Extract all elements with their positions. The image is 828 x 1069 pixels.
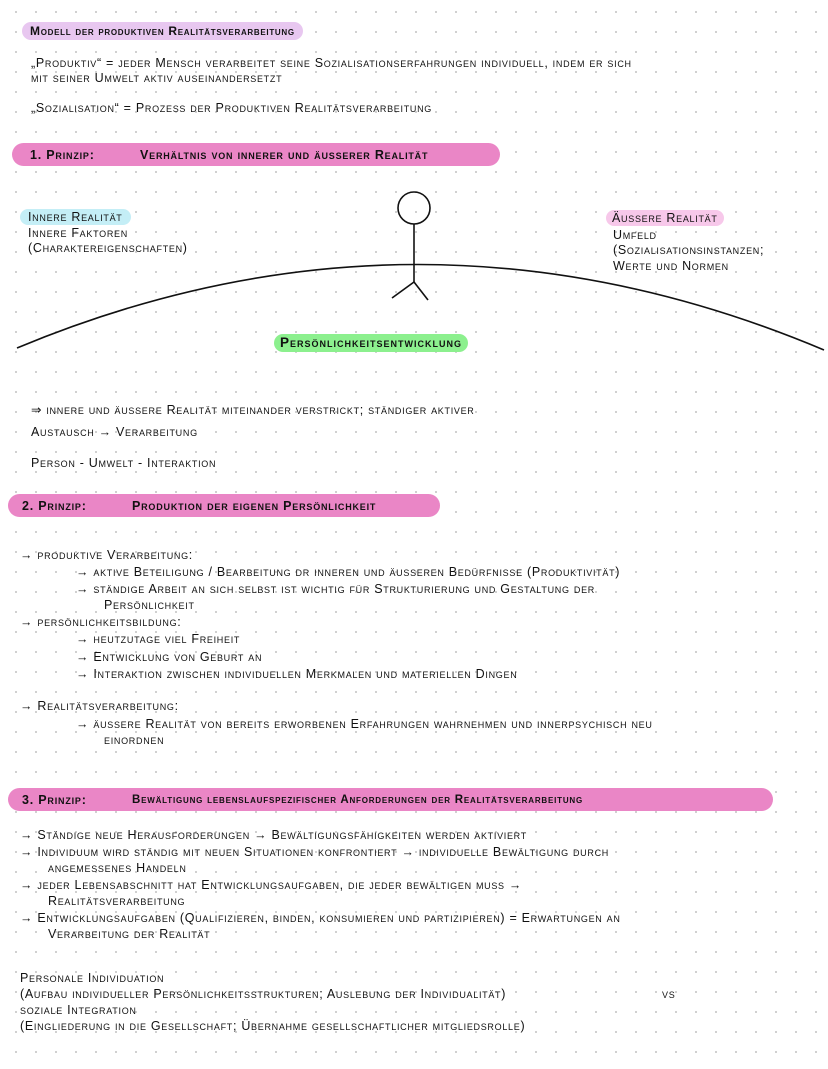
list-item: → produktive Verarbeitung: <box>20 548 193 562</box>
list-item: Realitätsverarbeitung <box>48 894 186 908</box>
prinzip-2-band <box>8 494 440 517</box>
prinzip-2-label: Produktion der eigenen Persönlichkeit <box>132 498 377 513</box>
list-item: → Interaktion zwischen individuellen Merkmalen und materiellen Dingen <box>76 667 518 681</box>
list-item: → ständige Arbeit an sich selbst ist wichtig für Strukturierung und Gestaltung der <box>76 582 595 596</box>
list-item: → Individuum wird ständig mit neuen Situationen konfrontiert → individuelle Bewältigung durch <box>20 845 609 859</box>
footer-eingliederung: (Eingliederung in die Gesellschaft; Übernahme gesellschaftlicher mitgliedsrolle) <box>20 1019 526 1033</box>
sozialisationsinstanzen: (Sozialisationsinstanzen; <box>613 243 765 257</box>
list-item: Persönlichkeit <box>104 598 195 612</box>
werte-und-normen: Werte und Normen <box>613 259 729 273</box>
prinzip-3-label: Bewältigung lebenslaufspezifischer Anforderungen der Realitätsverarbeitung <box>132 793 583 806</box>
aeussere-realitaet-title: Äussere Realität <box>606 210 724 226</box>
charaktereigenschaften: (Charaktereigenschaften) <box>28 241 188 255</box>
innere-realitaet-title: Innere Realität <box>20 209 131 225</box>
footer-vs: vs <box>662 987 676 1001</box>
prinzip-1-summary-line2: Austausch → Verarbeitung <box>31 425 198 439</box>
definition-sozialisation: „Sozialisation“ = Prozess der Produktiven Realitätsverarbeitung <box>31 101 433 115</box>
list-item: einordnen <box>104 733 165 747</box>
list-item: → jeder Lebensabschnitt hat Entwicklungsaufgaben, die jeder bewältigen muss → <box>20 878 523 892</box>
page-title: Modell der produktiven Realitätsverarbeitung <box>22 22 303 40</box>
footer-aufbau: (Aufbau individueller Persönlichkeitsstrukturen; Auslebung der Individualität) <box>20 987 507 1001</box>
list-item: → Entwicklungsaufgaben (Qualifizieren, binden, konsumieren und partizipieren) = Erwartungen an <box>20 911 621 925</box>
prinzip-2-number: 2. Prinzip: <box>22 498 87 513</box>
umfeld: Umfeld <box>613 228 657 242</box>
footer-personale-individuation: Personale Individuation <box>20 971 165 985</box>
list-item: → äussere Realität von bereits erworbenen Erfahrungen wahrnehmen und innerpsychisch neu <box>76 717 653 731</box>
stick-figure-icon <box>392 192 430 300</box>
prinzip-1-number: 1. Prinzip: <box>30 147 95 162</box>
list-item: → Entwicklung von Geburt an <box>76 650 263 664</box>
innere-faktoren: Innere Faktoren <box>28 226 128 240</box>
list-item: → heutzutage viel Freiheit <box>76 632 241 646</box>
prinzip-3-band <box>8 788 773 811</box>
prinzip-1-summary-line1: ⇒ innere und äussere Realität miteinander verstrickt; ständiger aktiver <box>31 403 475 417</box>
prinzip-3-number: 3. Prinzip: <box>22 792 87 807</box>
list-item: Verarbeitung der Realität <box>48 927 211 941</box>
persoenlichkeitsentwicklung-label: Persönlichkeitsentwicklung <box>274 334 468 352</box>
list-item: → Realitätsverarbeitung: <box>20 699 179 713</box>
list-item: → persönlichkeitsbildung: <box>20 615 182 629</box>
definition-produktiv-line2: mit seiner Umwelt aktiv auseinandersetzt <box>31 71 283 85</box>
list-item: → aktive Beteiligung / Bearbeitung dr inneren und äusseren Bedürfnisse (Produktivität) <box>76 565 621 579</box>
definition-produktiv-line1: „Produktiv“ = jeder Mensch verarbeitet seine Sozialisationserfahrungen individuell, indem er sich <box>31 56 632 70</box>
list-item: → Ständige neue Herausforderungen → Bewältigungsfähigkeiten werden aktiviert <box>20 828 527 842</box>
prinzip-1-summary-line3: Person - Umwelt - Interaktion <box>31 456 217 470</box>
footer-soziale-integration: soziale Integration <box>20 1003 137 1017</box>
prinzip-1-label: Verhältnis von innerer und äusserer Realität <box>140 147 429 162</box>
list-item: angemessenes Handeln <box>48 861 187 875</box>
